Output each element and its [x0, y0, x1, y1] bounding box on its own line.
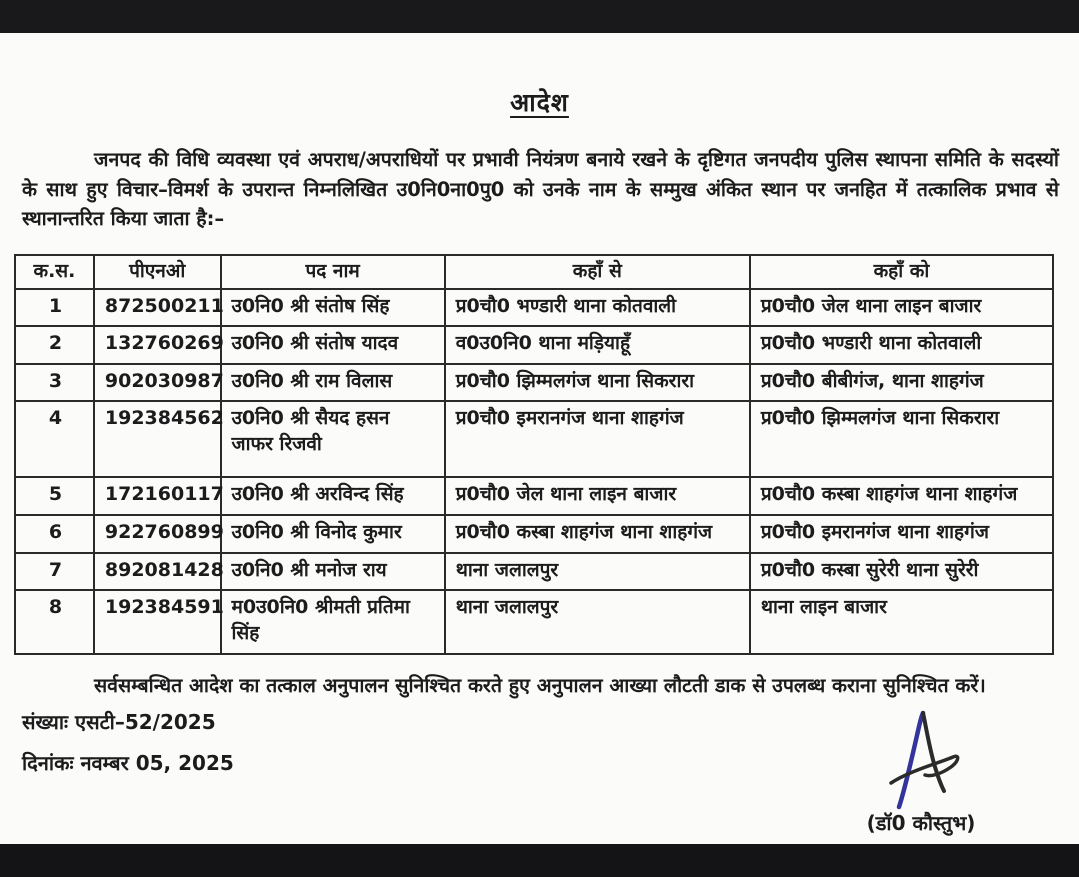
table-row [15, 401, 1053, 477]
cell-from: प्र0चौ0 जेल थाना लाइन बाजार [445, 477, 750, 515]
transfer-order-table [14, 254, 1054, 655]
closing-paragraph: सर्वसम्बन्धित आदेश का तत्काल अनुपालन सुनिश्चित करते हुए अनुपालन आख्या लौटती डाक से उपलब्ध कराना सुनिश्चित करें। [94, 673, 986, 697]
cell-from: प्र0चौ0 भण्डारी थाना कोतवाली [445, 289, 750, 327]
column-header-to: कहाँ को [750, 255, 1053, 289]
cell-to: प्र0चौ0 झिम्मलगंज थाना सिकरारा [750, 401, 1053, 477]
cell-to: प्र0चौ0 इमरानगंज थाना शाहगंज [750, 515, 1053, 553]
handwritten-signature-icon [861, 705, 981, 815]
cell-pno: 192384562 [94, 401, 221, 477]
column-header-pno: पीएनओ [94, 255, 221, 289]
column-header-from: कहाँ से [445, 255, 750, 289]
cell-pno: 132760269 [94, 326, 221, 364]
cell-pno: 892081428 [94, 553, 221, 591]
cell-pno: 172160117 [94, 477, 221, 515]
cell-serial: 5 [15, 477, 94, 515]
cell-to: प्र0चौ0 कस्बा शाहगंज थाना शाहगंज [750, 477, 1053, 515]
cell-from: थाना जलालपुर [445, 553, 750, 591]
cell-post-name: उ0नि0 श्री मनोज राय [221, 553, 445, 591]
cell-serial: 7 [15, 553, 94, 591]
page-title: आदेश [510, 88, 569, 117]
table-row [15, 289, 1053, 327]
cell-serial: 6 [15, 515, 94, 553]
cell-serial: 4 [15, 401, 94, 477]
cell-from: प्र0चौ0 झिम्मलगंज थाना सिकरारा [445, 364, 750, 402]
cell-post-name: उ0नि0 श्री अरविन्द सिंह [221, 477, 445, 515]
cell-to: प्र0चौ0 जेल थाना लाइन बाजार [750, 289, 1053, 327]
table-row [15, 553, 1053, 591]
cell-post-name: उ0नि0 श्री राम विलास [221, 364, 445, 402]
cell-pno: 872500211 [94, 289, 221, 327]
cell-post-name: उ0नि0 श्री विनोद कुमार [221, 515, 445, 553]
cell-from: व0उ0नि0 थाना मड़ियाहूँ [445, 326, 750, 364]
table-row [15, 590, 1053, 653]
cell-serial: 1 [15, 289, 94, 327]
cell-post-name: म0उ0नि0 श्रीमती प्रतिमा सिंह [221, 590, 445, 653]
order-document-page [0, 33, 1079, 844]
bottom-letterbox-bar [0, 844, 1079, 877]
table-row [15, 515, 1053, 553]
cell-pno: 902030987 [94, 364, 221, 402]
table-header-row [15, 255, 1053, 289]
cell-post-name: उ0नि0 श्री संतोष यादव [221, 326, 445, 364]
cell-to: प्र0चौ0 कस्बा सुरेरी थाना सुरेरी [750, 553, 1053, 591]
cell-to: प्र0चौ0 बीबीगंज, थाना शाहगंज [750, 364, 1053, 402]
cell-serial: 2 [15, 326, 94, 364]
cell-to: प्र0चौ0 भण्डारी थाना कोतवाली [750, 326, 1053, 364]
cell-serial: 3 [15, 364, 94, 402]
signature-block [811, 705, 1031, 836]
signatory-name: (डॉ0 कौस्तुभ) [866, 811, 976, 835]
table-row [15, 326, 1053, 364]
column-header-serial: क.स. [15, 255, 94, 289]
cell-pno: 922760899 [94, 515, 221, 553]
table-row [15, 364, 1053, 402]
cell-to: थाना लाइन बाजार [750, 590, 1053, 653]
cell-from: थाना जलालपुर [445, 590, 750, 653]
date-line: दिनांकः नवम्बर 05, 2025 [22, 750, 234, 775]
top-letterbox-bar [0, 0, 1079, 33]
table-row [15, 477, 1053, 515]
reference-number-line: संख्याः एसटी–52/2025 [22, 709, 216, 734]
intro-paragraph: जनपद की विधि व्यवस्था एवं अपराध/अपराधियों पर प्रभावी नियंत्रण बनाये रखने के दृष्टिगत जनपदीय पुलिस स्थापना समिति के सदस्यों के साथ हुए विचार–विमर्श के उपरान्त निम्नलिखित उ0नि0ना0पु0 को उनके नाम के सम्मुख अंकित स्थान पर जनहित में तत्कालिक प्रभाव से स्थानान्तरित किया जाता है:– [22, 148, 1059, 231]
cell-from: प्र0चौ0 इमरानगंज थाना शाहगंज [445, 401, 750, 477]
cell-post-name: उ0नि0 श्री सैयद हसन जाफर रिजवी [221, 401, 445, 477]
cell-pno: 192384591 [94, 590, 221, 653]
cell-serial: 8 [15, 590, 94, 653]
cell-post-name: उ0नि0 श्री संतोष सिंह [221, 289, 445, 327]
cell-from: प्र0चौ0 कस्बा शाहगंज थाना शाहगंज [445, 515, 750, 553]
column-header-post-name: पद नाम [221, 255, 445, 289]
